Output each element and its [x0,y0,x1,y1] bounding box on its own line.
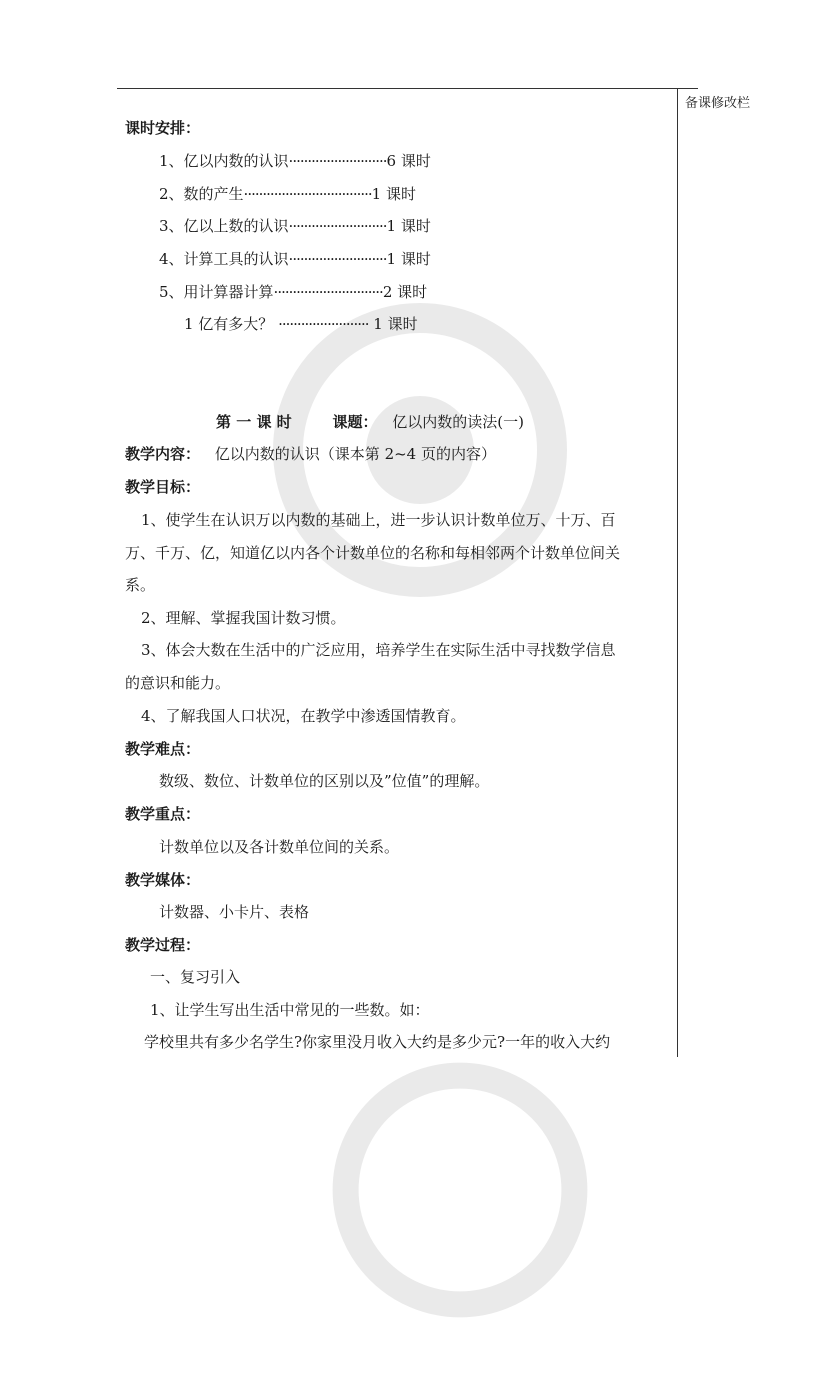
schedule-label: 2、数的产生 [159,185,244,203]
teaching-content [125,444,496,464]
schedule-label: 5、用计算器计算 [159,283,274,301]
schedule-label: 3、亿以上数的认识 [159,217,289,235]
process-text-1: 学校里共有多少名学生?你家里没月收入大约是多少元?一年的收入大约 [144,1033,611,1051]
schedule-item [159,151,431,171]
content-value: 亿以内数的认识（课本第 2~4 页的内容） [214,445,496,463]
schedule-label: 1、亿以内数的认识 [159,152,289,170]
schedule-hours: 1 课时 [386,250,431,268]
header-rule [117,88,698,89]
side-note-label: 备课修改栏 [685,96,751,111]
schedule-label: 4、计算工具的认识 [159,250,289,268]
media-heading: 教学媒体： [125,871,201,889]
schedule-label: 1 亿有多大？ [184,315,279,333]
schedule-hours: 2 课时 [382,283,428,301]
leader-dots: ·································· [243,185,372,203]
leader-dots: ·························· [288,217,387,235]
goals-heading: 教学目标： [125,478,201,496]
lesson-period: 第 一 课 时 [216,413,292,431]
schedule-hours: 1 课时 [368,315,418,333]
schedule-item [159,184,416,204]
process-sub-1: 1、让学生写出生活中常见的一些数。如： [150,1001,430,1019]
schedule-hours: 1 课时 [386,217,431,235]
leader-dots: ·························· [288,250,387,268]
goal-1-line-3: 系。 [125,576,156,594]
lesson-topic-label: 课题： [332,413,378,431]
watermark-logo-bottom [276,1006,644,1374]
process-heading: 教学过程： [125,936,201,954]
schedule-item [159,249,431,269]
schedule-item [184,314,418,334]
leader-dots: ························ [278,315,369,333]
leader-dots: ····························· [273,283,383,301]
margin-divider [677,88,678,1057]
schedule-item [159,216,431,236]
difficulty-heading: 教学难点： [125,740,201,758]
goal-1-line-2: 万、千万、亿，知道亿以内各个计数单位的名称和每相邻两个计数单位间关 [125,544,621,562]
goal-1-line-1: 1、使学生在认识万以内数的基础上，进一步认识计数单位万、十万、百 [141,511,616,529]
content-label: 教学内容： [125,445,201,463]
goal-3-line-1: 3、体会大数在生活中的广泛应用，培养学生在实际生活中寻找数学信息 [141,641,616,659]
difficulty-text: 数级、数位、计数单位的区别以及”位值”的理解。 [159,772,490,790]
goal-4: 4、了解我国人口状况，在教学中渗透国情教育。 [141,707,466,725]
media-text: 计数器、小卡片、表格 [159,903,310,921]
lesson-title [216,412,524,432]
schedule-hours: 6 课时 [386,152,431,170]
leader-dots: ·························· [288,152,387,170]
schedule-heading: 课时安排： [125,119,201,137]
schedule-item [159,282,427,302]
lesson-topic: 亿以内数的读法(一) [392,413,524,431]
process-step-1: 一、复习引入 [150,968,241,986]
key-point-heading: 教学重点： [125,805,201,823]
key-point-text: 计数单位以及各计数单位间的关系。 [159,838,400,856]
goal-2: 2、理解、掌握我国计数习惯。 [141,609,346,627]
goal-3-line-2: 的意识和能力。 [125,674,231,692]
schedule-hours: 1 课时 [371,185,416,203]
